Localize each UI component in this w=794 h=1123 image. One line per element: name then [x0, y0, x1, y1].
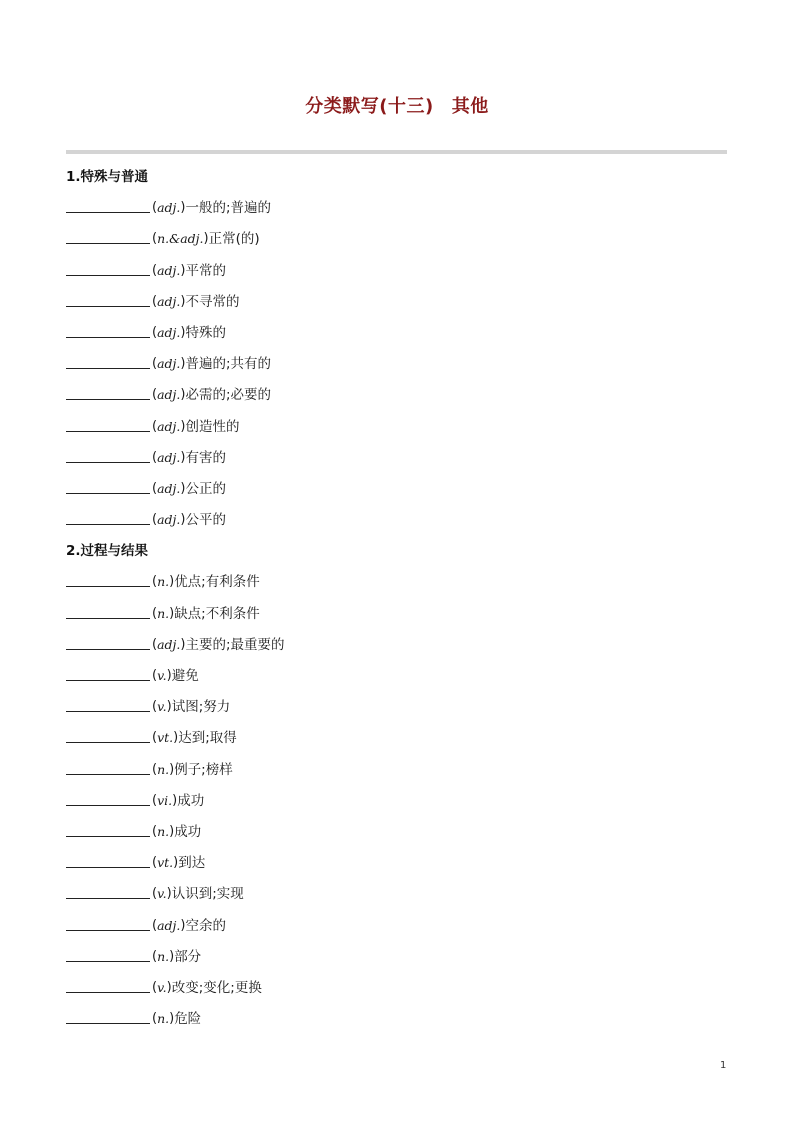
part-of-speech: adj. [157, 449, 181, 465]
open-paren: ( [152, 1011, 158, 1027]
part-of-speech: adj. [157, 262, 181, 278]
meaning: 成功 [174, 823, 202, 840]
page-title [0, 92, 794, 118]
close-paren: ) [169, 1011, 175, 1027]
open-paren: ( [152, 387, 158, 403]
answer-blank[interactable] [66, 1009, 150, 1024]
answer-blank[interactable] [66, 479, 150, 494]
meaning: 部分 [174, 948, 202, 965]
vocab-item [66, 510, 726, 541]
vocab-item [66, 947, 726, 978]
close-paren: ) [180, 480, 186, 496]
meaning: 必需的;必要的 [185, 387, 272, 404]
vocab-item [66, 323, 726, 354]
answer-blank[interactable] [66, 978, 150, 993]
part-of-speech: adj. [157, 480, 181, 496]
vocab-item [66, 354, 726, 385]
meaning: 特殊的 [185, 324, 226, 341]
close-paren: ) [180, 449, 186, 465]
vocab-item [66, 822, 726, 853]
answer-blank[interactable] [66, 760, 150, 775]
close-paren: ) [180, 324, 186, 340]
close-paren: ) [180, 293, 186, 309]
vocab-item [66, 448, 726, 479]
open-paren: ( [152, 480, 158, 496]
meaning: 优点;有利条件 [174, 574, 260, 591]
close-paren: ) [180, 636, 186, 652]
meaning: 普遍的;共有的 [185, 356, 272, 373]
answer-blank[interactable] [66, 853, 150, 868]
open-paren: ( [152, 636, 158, 652]
answer-blank[interactable] [66, 947, 150, 962]
answer-blank[interactable] [66, 198, 150, 213]
meaning: 创造性的 [185, 418, 240, 435]
answer-blank[interactable] [66, 728, 150, 743]
meaning: 避免 [171, 668, 199, 684]
open-paren: ( [152, 605, 158, 621]
section-heading: 2.过程与结果 [66, 543, 149, 560]
close-paren: ) [169, 605, 175, 621]
vocab-item [66, 604, 726, 635]
answer-blank[interactable] [66, 666, 150, 681]
meaning: 公正的 [185, 480, 226, 497]
open-paren: ( [152, 668, 158, 683]
open-paren: ( [152, 512, 158, 528]
answer-blank[interactable] [66, 791, 150, 806]
close-paren: ) [169, 823, 175, 839]
vocab-item [66, 572, 726, 603]
open-paren: ( [152, 886, 158, 902]
answer-blank[interactable] [66, 697, 150, 712]
part-of-speech: n. [157, 574, 170, 590]
open-paren: ( [152, 823, 158, 839]
close-paren: ) [180, 917, 186, 933]
vocab-item [66, 417, 726, 448]
answer-blank[interactable] [66, 323, 150, 338]
vocab-item [66, 385, 726, 416]
vocab-item [66, 884, 726, 915]
answer-blank[interactable] [66, 884, 150, 899]
meaning: 试图;努力 [171, 699, 231, 716]
part-of-speech: adj. [157, 387, 181, 403]
vocab-item [66, 697, 726, 728]
part-of-speech: v. [157, 699, 167, 715]
answer-blank[interactable] [66, 354, 150, 369]
meaning: 正常(的) [208, 231, 260, 248]
meaning: 例子;榜样 [174, 761, 233, 778]
part-of-speech: adj. [157, 356, 181, 372]
answer-blank[interactable] [66, 292, 150, 307]
close-paren: ) [180, 262, 186, 278]
meaning: 公平的 [185, 512, 226, 529]
vocab-item [66, 853, 726, 884]
open-paren: ( [152, 855, 158, 871]
meaning: 达到;取得 [178, 730, 237, 747]
vocab-item [66, 1009, 726, 1040]
part-of-speech: v. [157, 668, 167, 683]
part-of-speech: adj. [157, 418, 181, 434]
close-paren: ) [166, 699, 172, 715]
title-sub: 其他 [451, 96, 489, 117]
meaning: 认识到;实现 [171, 886, 244, 903]
close-paren: ) [169, 574, 175, 590]
open-paren: ( [152, 699, 158, 715]
vocab-item [66, 791, 726, 822]
part-of-speech: adj. [157, 324, 181, 340]
open-paren: ( [152, 917, 158, 933]
part-of-speech: vt. [157, 855, 174, 871]
answer-blank[interactable] [66, 417, 150, 432]
close-paren: ) [169, 761, 175, 777]
vocab-item [66, 479, 726, 510]
part-of-speech: adj. [157, 512, 181, 528]
vocab-item [66, 916, 726, 947]
close-paren: ) [203, 231, 209, 247]
part-of-speech: adj. [157, 636, 181, 652]
header-divider [66, 150, 727, 154]
answer-blank[interactable] [66, 604, 150, 619]
close-paren: ) [173, 730, 179, 746]
close-paren: ) [173, 855, 179, 871]
part-of-speech: adj. [157, 293, 181, 309]
vocab-item [66, 229, 726, 260]
part-of-speech: n. [157, 1011, 170, 1027]
answer-blank[interactable] [66, 448, 150, 463]
close-paren: ) [180, 418, 186, 434]
answer-blank[interactable] [66, 916, 150, 931]
close-paren: ) [166, 886, 172, 902]
vocab-item [66, 261, 726, 292]
open-paren: ( [152, 418, 158, 434]
answer-blank[interactable] [66, 572, 150, 587]
answer-blank[interactable] [66, 822, 150, 837]
part-of-speech: v. [157, 886, 167, 902]
meaning: 到达 [178, 855, 206, 872]
meaning: 危险 [174, 1011, 202, 1028]
open-paren: ( [152, 200, 158, 216]
open-paren: ( [152, 574, 158, 590]
vocab-item [66, 635, 726, 666]
answer-blank[interactable] [66, 635, 150, 650]
part-of-speech: adj. [157, 917, 181, 933]
part-of-speech: n. [157, 823, 170, 839]
open-paren: ( [152, 730, 158, 746]
part-of-speech: n. [157, 761, 170, 777]
part-of-speech: n.&adj. [157, 231, 204, 247]
answer-blank[interactable] [66, 229, 150, 244]
open-paren: ( [152, 449, 158, 465]
open-paren: ( [152, 231, 158, 247]
close-paren: ) [166, 668, 172, 683]
vocab-item [66, 728, 726, 759]
open-paren: ( [152, 948, 158, 964]
open-paren: ( [152, 262, 158, 278]
close-paren: ) [169, 948, 175, 964]
meaning: 有害的 [185, 449, 226, 466]
close-paren: ) [166, 979, 172, 995]
meaning: 主要的;最重要的 [185, 636, 285, 653]
open-paren: ( [152, 979, 158, 995]
close-paren: ) [180, 200, 186, 216]
exercise-content [66, 167, 726, 1040]
open-paren: ( [152, 293, 158, 309]
part-of-speech: v. [157, 979, 167, 995]
part-of-speech: vt. [157, 730, 174, 746]
answer-blank[interactable] [66, 385, 150, 400]
close-paren: ) [172, 792, 178, 808]
page-number: 1 [720, 1060, 727, 1071]
meaning: 不寻常的 [185, 293, 240, 310]
section-heading: 1.特殊与普通 [66, 169, 149, 185]
meaning: 平常的 [185, 262, 226, 279]
meaning: 一般的;普遍的 [185, 200, 272, 217]
close-paren: ) [180, 512, 186, 528]
meaning: 改变;变化;更换 [171, 979, 262, 996]
meaning: 空余的 [185, 917, 226, 934]
close-paren: ) [180, 356, 186, 372]
open-paren: ( [152, 761, 158, 777]
part-of-speech: adj. [157, 200, 181, 216]
close-paren: ) [180, 387, 186, 403]
vocab-item [66, 292, 726, 323]
vocab-item [66, 198, 726, 229]
open-paren: ( [152, 324, 158, 340]
title-main: 分类默写(十三) [305, 96, 434, 117]
vocab-item [66, 978, 726, 1009]
meaning: 缺点;不利条件 [174, 605, 260, 622]
answer-blank[interactable] [66, 510, 150, 525]
open-paren: ( [152, 792, 158, 808]
part-of-speech: n. [157, 605, 170, 621]
answer-blank[interactable] [66, 261, 150, 276]
part-of-speech: vi. [157, 792, 173, 808]
vocab-item [66, 666, 726, 697]
part-of-speech: n. [157, 948, 170, 964]
vocab-item [66, 760, 726, 791]
open-paren: ( [152, 356, 158, 372]
meaning: 成功 [177, 792, 205, 809]
